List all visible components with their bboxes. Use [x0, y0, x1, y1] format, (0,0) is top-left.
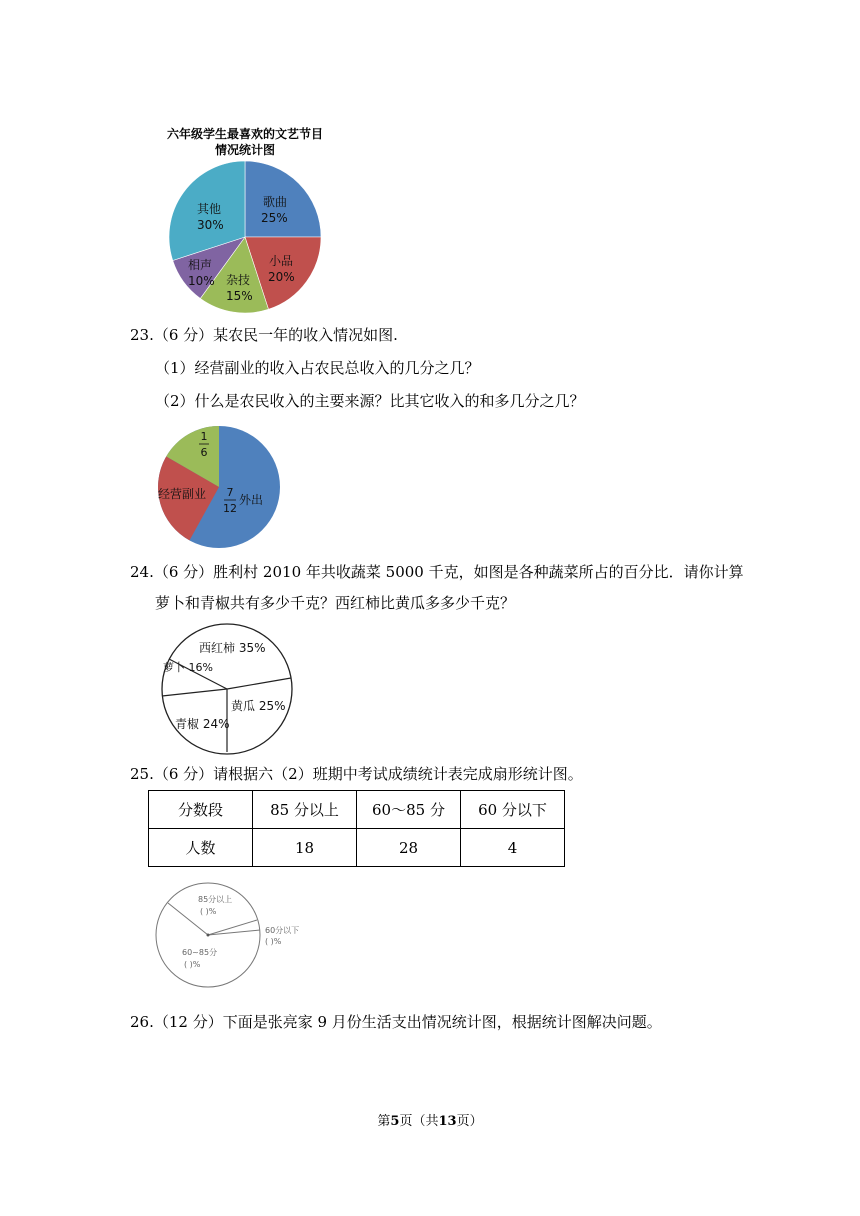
slice-label-acrobatics: 杂技 [226, 273, 251, 287]
q24-label-pepper: 青椒 24% [175, 717, 230, 731]
q25-stem: 25.（6 分）请根据六（2）班期中考试成绩统计表完成扇形统计图。 [130, 765, 583, 783]
q23-stem: 23.（6 分）某农民一年的收入情况如图. [130, 326, 398, 344]
footer-mid: 页（共 [399, 1114, 439, 1129]
q25-blank-a: ( )% [200, 907, 217, 916]
slice-label-other: 其他 [197, 202, 222, 216]
score-table-cell: 人数 [149, 829, 253, 867]
score-table [148, 790, 565, 867]
slice-pct-songs: 25% [261, 211, 288, 225]
score-table-cell: 28 [357, 829, 461, 867]
q25-pie [150, 880, 320, 992]
slice-pct-other: 30% [197, 218, 224, 232]
q23-frac1-num: 1 [200, 430, 208, 443]
q25-label-a: 85分以上 [198, 895, 233, 904]
q23-sub2: （2）什么是农民收入的主要来源？比其它收入的和多几分之几？ [155, 392, 585, 410]
slice-pct-crosstalk: 10% [188, 274, 215, 288]
footer-total-pages: 13 [438, 1114, 457, 1129]
score-table-row [149, 829, 565, 867]
q24-pie [155, 622, 300, 757]
q23-pie [150, 420, 290, 555]
q25-label-c: 60~85分 [182, 948, 218, 957]
footer-page-number: 5 [390, 1114, 400, 1129]
q24-label-radish: 萝卜 16% [163, 661, 213, 674]
slice-label-crosstalk: 相声 [188, 258, 213, 272]
chart1-pie [160, 155, 330, 320]
slice-pct-acrobatics: 15% [226, 289, 253, 303]
slice-label-songs: 歌曲 [263, 195, 288, 209]
chart1-title [145, 126, 345, 158]
q23-label-out: 外出 [239, 493, 264, 507]
q23-frac2-num: 7 [226, 486, 234, 499]
q25-blank-c: ( )% [184, 960, 201, 969]
score-table-cell: 18 [253, 829, 357, 867]
chart1-title-line2: 情况统计图 [214, 143, 275, 157]
q23-frac2-den: 12 [223, 502, 237, 515]
q26-stem: 26.（12 分）下面是张亮家 9 月份生活支出情况统计图，根据统计图解决问题。 [130, 1013, 662, 1031]
page-footer [0, 1110, 860, 1129]
q24-label-cucumber: 黄瓜 25% [231, 699, 286, 713]
q25-label-b: 60分以下 [265, 926, 300, 935]
q23-sub1: （1）经营副业的收入占农民总收入的几分之几？ [155, 359, 480, 377]
q24-stem-line2: 萝卜和青椒共有多少千克？西红柿比黄瓜多多少千克？ [155, 594, 516, 612]
q23-frac1-den: 6 [200, 446, 208, 459]
q24-stem-line1: 24.（6 分）胜利村 2010 年共收蔬菜 5000 千克，如图是各种蔬菜所占的百分比．请你计算 [130, 563, 744, 581]
score-table-header: 分数段 [149, 791, 253, 829]
footer-suffix: 页） [456, 1114, 483, 1129]
score-table-header-row [149, 791, 565, 829]
q24-label-tomato: 西红柿 35% [199, 641, 266, 655]
score-table-header: 60～85 分 [357, 791, 461, 829]
chart1-title-line1: 六年级学生最喜欢的文艺节目 [166, 127, 323, 141]
slice-pct-sketch: 20% [268, 270, 295, 284]
q25-blank-b: ( )% [265, 937, 282, 946]
score-table-cell: 4 [461, 829, 565, 867]
slice-label-sketch: 小品 [269, 254, 294, 268]
score-table-header: 85 分以上 [253, 791, 357, 829]
footer-prefix: 第 [377, 1114, 391, 1129]
q23-label-side: 经营副业 [158, 487, 207, 501]
score-table-header: 60 分以下 [461, 791, 565, 829]
